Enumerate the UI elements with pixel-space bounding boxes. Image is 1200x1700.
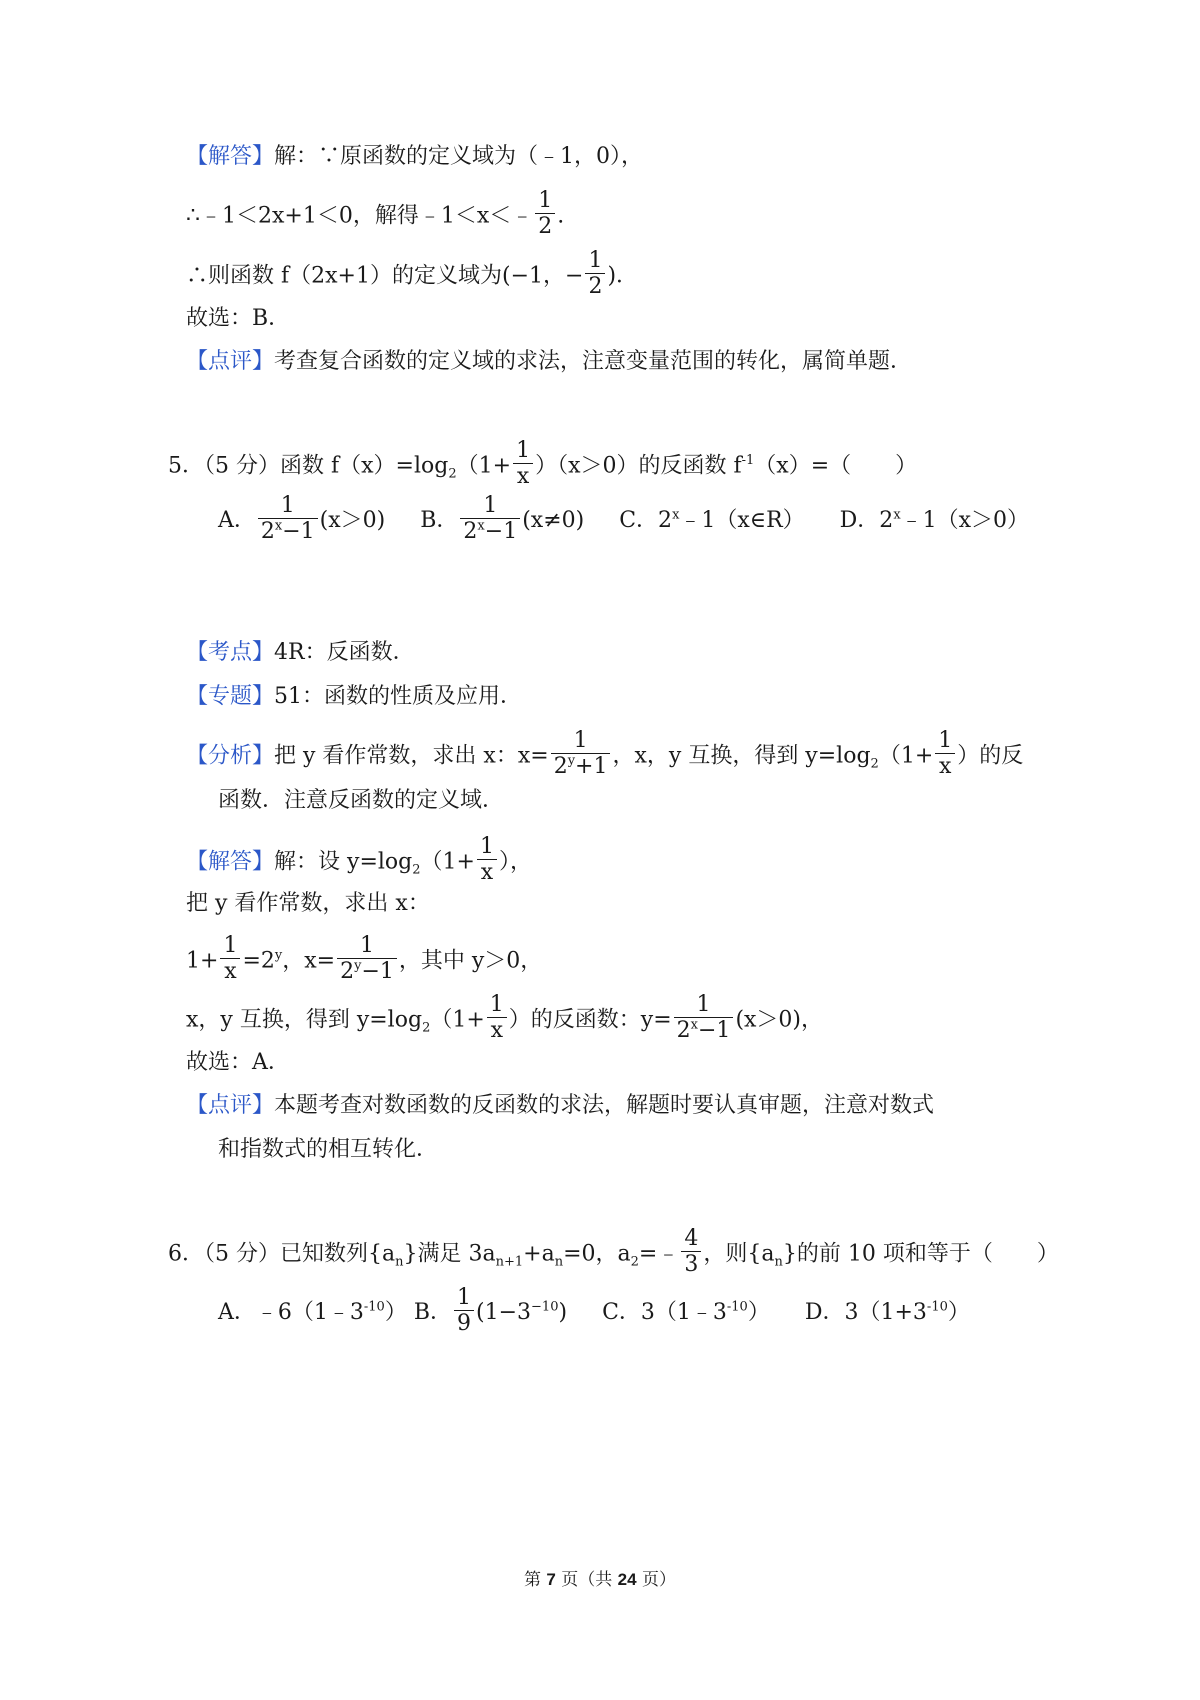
solution-fraction: $\frac{1}{2^y-1}$ [337,933,397,986]
answer-tag: 【解答】 [186,144,275,169]
fraction-one-over-x: $\frac{1}{x}$ [220,933,240,986]
domain-text: ∴则函数 f（2x+1）的定义域为 [186,263,502,289]
option-c[interactable]: C．$3(1﹣3^{-10})$ [602,1300,770,1326]
solution-line-4: x，y 互换，得到 $y=\log_2(1+$ $\frac{1}{x}$ ）的反函数：y= $\frac{1}{2^x-1}$ (x＞0)， [186,992,824,1044]
fraction-four-thirds: $\frac{4}{3}$ [681,1226,701,1279]
option-b[interactable]: B． $\frac{1}{9}$ $(1-3^{-10})$ [413,1285,568,1337]
topic-line: 【专题】51：函数的性质及应用． [186,684,523,709]
fraction-one-ninth: $\frac{1}{9}$ [454,1285,474,1338]
inverse-fraction: $\frac{1}{2^x-1}$ [674,992,734,1045]
option-d[interactable]: D．$2^x﹣1(x>0)$ [839,508,1030,534]
inequality-text: ∴﹣1＜2x+1＜0，解得﹣1＜x＜﹣ [186,203,534,229]
page-number: 7 [546,1570,556,1589]
solution-line-2: 把 y 看作常数，求出 x： [186,891,430,916]
option-a-fraction: $\frac{1}{2^x-1}$ [258,493,318,546]
comment-line: 【点评】考查复合函数的定义域的求法，注意变量范围的转化，属简单题． [186,349,913,374]
topic-tag: 【专题】 [186,684,275,709]
answer-line-3: ∴则函数 f（2x+1）的定义域为(−1，− $\frac{1}{2}$ )． [186,248,639,300]
analysis-line-2: 函数．注意反函数的定义域． [218,788,505,813]
option-a[interactable]: A． $\frac{1}{2^x-1}$ (x＞0) [218,493,386,545]
question-5-stem: 5．（5 分）函数 $f(x)=\log_2(1+$ $\frac{1}{x}$ ）（x＞0）的反函数 $f^{-1}(x)=$（ ） [168,438,918,490]
answer-text: 解：∵原函数的定义域为（﹣1，0）， [274,144,644,169]
choice-line: 故选：B． [186,306,291,331]
fraction-one-over-x: $\frac{1}{x}$ [935,728,955,781]
option-d[interactable]: D．$3(1+3^{-10})$ [804,1300,970,1326]
option-a[interactable]: A．$﹣6(1﹣3^{-10})$ [218,1300,407,1326]
question-6-stem: 6．（5 分）已知数列$\{a_n\}$满足 $3a_{n+1}+a_n=0$，$a_2=﹣$ $\frac{4}{3}$ ，则$\{a_n\}$的前 10 项和等于（ ） [168,1226,1059,1278]
fraction-one-over-x: $\frac{1}{x}$ [487,992,507,1045]
comment-line-2: 和指数式的相互转化． [218,1137,439,1162]
solution-line-3: 1+ $\frac{1}{x}$ $=2^y$，x= $\frac{1}{2^y-1}$ ，其中 y＞0， [186,933,543,985]
fraction-one-over-x: $\frac{1}{x}$ [513,438,533,491]
fraction-one-over-x: $\frac{1}{x}$ [477,834,497,887]
solution-choice: 故选：A． [186,1050,290,1075]
solution-line-1: 【解答】解：设 $y=\log_2(1+$ $\frac{1}{x}$ ）， [186,834,532,886]
point-tag: 【考点】 [186,640,275,665]
comment-tag: 【点评】 [186,1093,275,1118]
fraction-half: $\frac{1}{2}$ [585,248,605,301]
page-total: 24 [617,1570,637,1589]
question-6-options [218,1287,970,1340]
answer-line-2: ∴﹣1＜2x+1＜0，解得﹣1＜x＜﹣ $\frac{1}{2}$ . [186,188,565,240]
analysis-fraction: $\frac{1}{2^y+1}$ [551,728,611,781]
page-footer: 第 7 页（共 24 页） [523,1570,676,1590]
analysis-line: 【分析】把 y 看作常数，求出 x：x= $\frac{1}{2^y+1}$ ，x，y 互换，得到 $y=\log_2(1+$ $\frac{1}{x}$ ）的反 [186,728,1024,780]
comment-tag: 【点评】 [186,349,275,374]
option-c[interactable]: C．2$^x$﹣1（x∈R） [619,508,805,534]
comment-line: 【点评】本题考查对数函数的反函数的求法，解题时要认真审题，注意对数式 [186,1093,935,1118]
analysis-tag: 【分析】 [186,743,275,769]
point-line: 【考点】4R：反函数． [186,640,415,665]
fraction-half: $\frac{1}{2}$ [535,188,555,241]
answer-line-1 [186,146,643,168]
option-b-fraction: $\frac{1}{2^x-1}$ [460,493,520,546]
option-b[interactable]: B． $\frac{1}{2^x-1}$ (x≠0) [420,493,585,545]
answer-tag: 【解答】 [186,849,275,875]
question-5-options [218,495,1029,548]
